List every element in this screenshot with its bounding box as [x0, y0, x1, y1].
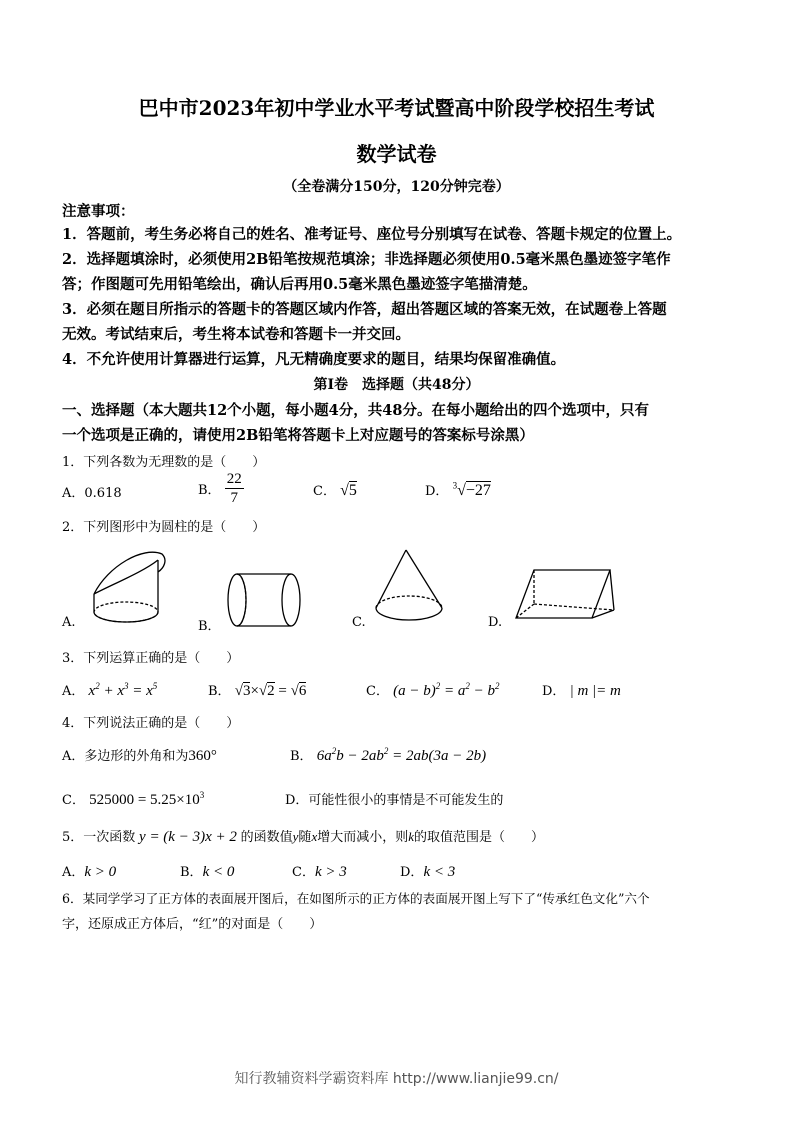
q3-option-b: B． √3×√2 = √6	[208, 683, 307, 699]
q4-option-c: C． $525000 = 5.25\times 10^3$	[62, 790, 205, 808]
q1-option-b: B． $\frac{22}{7}$	[198, 471, 242, 506]
prism-figure	[510, 562, 620, 624]
section-instruction: 一个选项是正确的，请使用2B铅笔将答题卡上对应题号的答案标号涂黑）	[62, 427, 534, 444]
cone-figure	[370, 546, 452, 628]
q1-option-c: C． √5	[313, 482, 357, 499]
q1-option-a: A．0.618	[62, 486, 122, 501]
notice-line: 答；作图题可先用铅笔绘出，确认后再用0.5毫米黑色墨迹签字笔描清楚。	[62, 276, 537, 293]
notice-line: 2．选择题填涂时，必须使用2B铅笔按规范填涂；非选择题必须使用0.5毫米黑色墨迹签字笔作	[62, 251, 671, 268]
notice-line: 1．答题前，考生务必将自己的姓名、准考证号、座位号分别填写在试卷、答题卡规定的位置上。	[62, 226, 682, 243]
question-3-stem: 3．下列运算正确的是（ ）	[62, 651, 240, 666]
q3-option-d: D． | m |= m	[542, 683, 621, 699]
cylinder-figure	[225, 568, 307, 632]
section-instruction: 一、选择题（本大题共12个小题，每小题4分，共48分。在每小题给出的四个选项中，只有	[62, 402, 649, 419]
q2-option-c: C.	[352, 615, 366, 630]
question-6-stem: 6．某同学学习了正方体的表面展开图后，在如图所示的正方体的表面展开图上写下了“传承红色文化”六个	[62, 891, 650, 906]
footer-source: 知行教辅资料学霸资料库 http://www.lianjie99.cn/	[234, 1071, 559, 1087]
section-title: 第Ⅰ卷 选择题（共48分）	[313, 377, 480, 393]
q3-option-c: C． $(a - b)^2 = a^2 - b^2$	[366, 681, 500, 699]
notice-line: 无效。考试结束后，考生将本试卷和答题卡一并交回。	[62, 326, 410, 343]
question-4-stem: 4．下列说法正确的是（ ）	[62, 716, 240, 731]
question-5-stem: 5．一次函数 y = (k − 3)x + 2 的函数值y随x增大而减小，则k的取值范围是（ ）	[62, 829, 545, 845]
q5-option-d: D．k < 3	[400, 864, 456, 880]
q5-option-c: C．k > 3	[292, 864, 347, 880]
q2-option-b: B．	[198, 619, 221, 634]
q3-option-a: A． $x^2 + x^3 = x^5$	[62, 681, 158, 699]
q1-option-d: D． $^3$√−27	[425, 480, 491, 499]
q4-option-b: B． $6a^2b - 2ab^2 = 2ab(3a - 2b)$	[290, 746, 487, 764]
question-1-stem: 1．下列各数为无理数的是（ ）	[62, 455, 266, 470]
exam-subtitle: 数学试卷	[356, 142, 437, 166]
notice-heading: 注意事项：	[62, 203, 135, 220]
notice-line: 3．必须在题目所指示的答题卡的答题区域内作答，超出答题区域的答案无效，在试题卷上答题	[62, 301, 667, 318]
question-2-stem: 2．下列图形中为圆柱的是（ ）	[62, 520, 266, 535]
q2-option-a: A.	[62, 615, 76, 630]
q2-option-d: D.	[488, 615, 503, 630]
notice-line: 4．不允许使用计算器进行运算，凡无精确度要求的题目，结果均保留准确值。	[62, 351, 566, 368]
question-6-stem-cont: 字，还原成正方体后，“红”的对面是（ ）	[62, 917, 323, 932]
q4-option-a: A．多边形的外角和为360°	[62, 748, 217, 764]
exam-title: 巴中市2023年初中学业水平考试暨高中阶段学校招生考试	[138, 96, 655, 120]
exam-info: （全卷满分150分，120分钟完卷）	[283, 179, 510, 195]
q5-option-b: B．k < 0	[180, 864, 235, 880]
q5-option-a: A．k > 0	[62, 864, 117, 880]
q4-option-d: D．可能性很小的事情是不可能发生的	[285, 793, 504, 808]
oblique-cut-cylinder-figure	[88, 548, 176, 628]
